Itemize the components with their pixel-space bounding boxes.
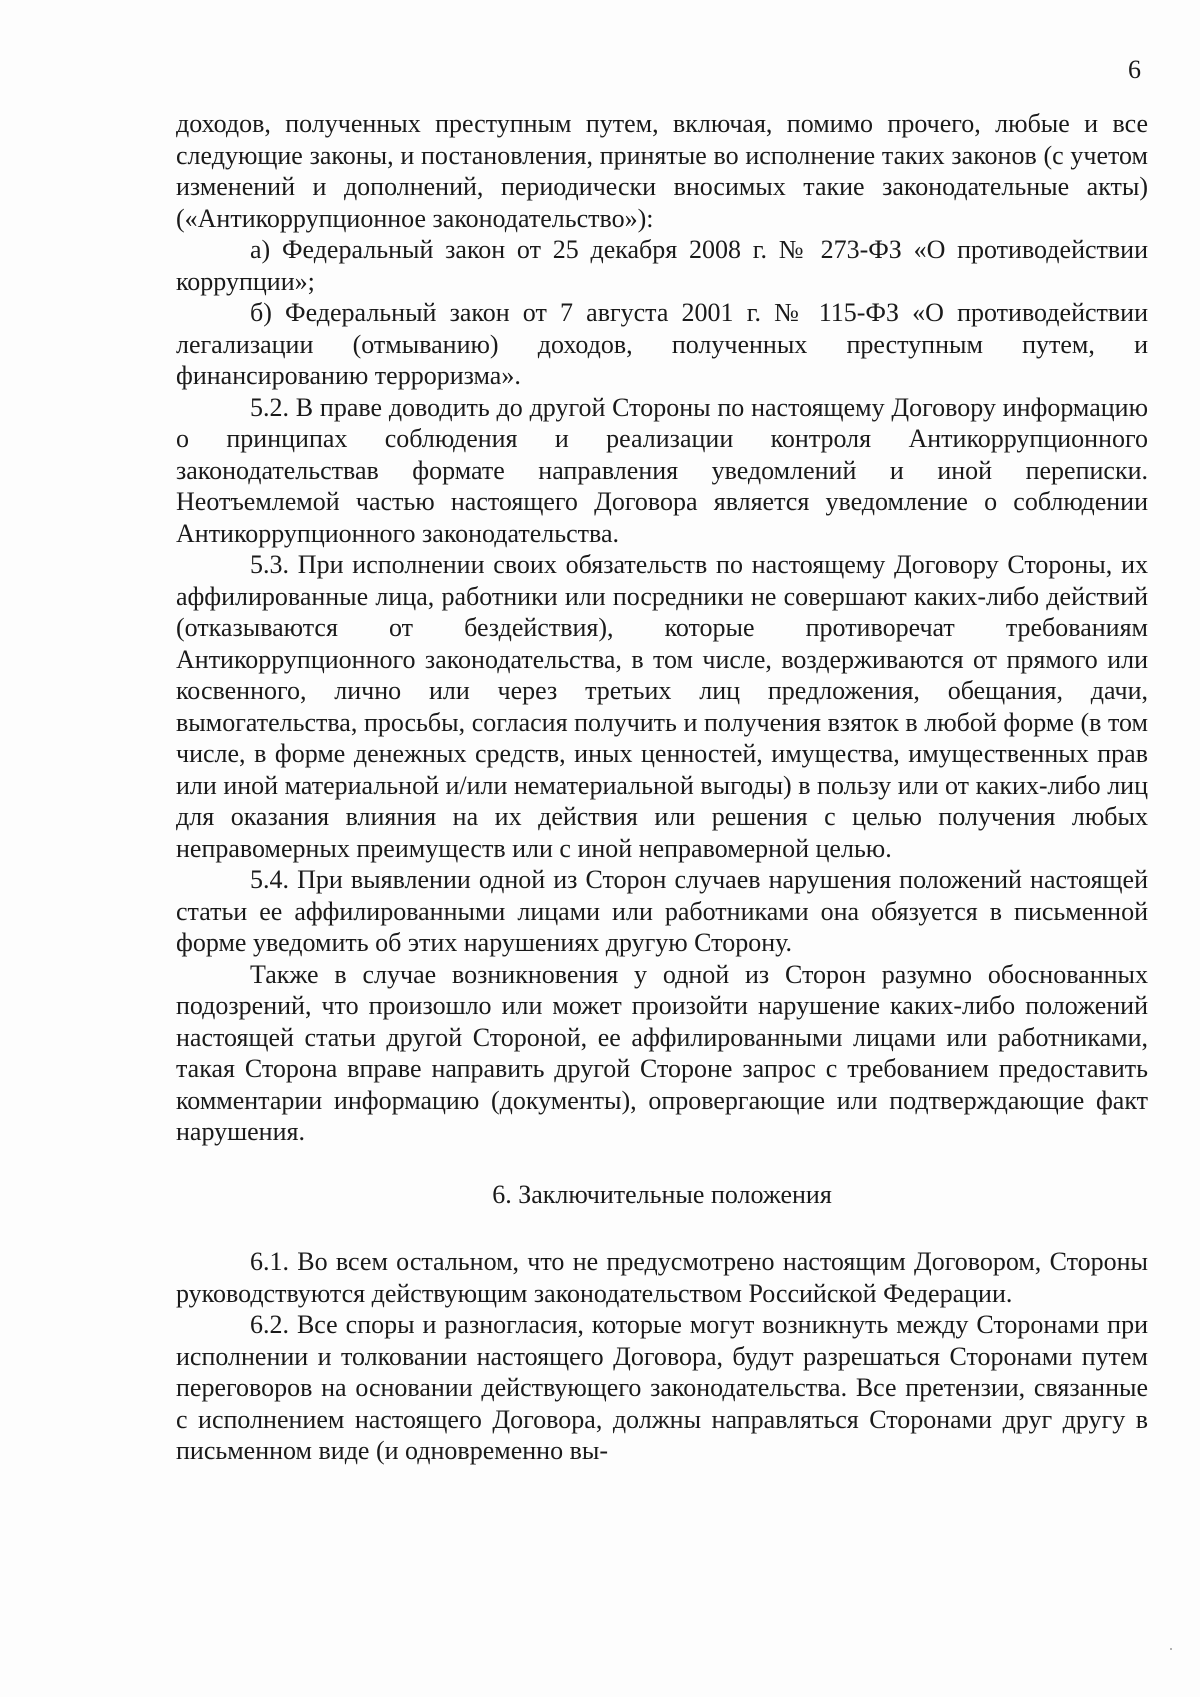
page-number: 6 [1128,55,1141,84]
scan-speck [1170,1648,1172,1650]
spacer [176,1148,1148,1179]
paragraph-law-b: б) Федеральный закон от 7 августа 2001 г. № 115-ФЗ «О противодействии легализации (отмыванию) доходов, полученных преступным путем, и финансированию терроризма». [176,298,1148,390]
spacer [176,1210,1148,1246]
paragraph-6-1: 6.1. Во всем остальном, что не предусмотрено настоящим Договором, Стороны руководствуются действующим законодательством Российской Федерации. [176,1247,1148,1308]
paragraph-6-2: 6.2. Все споры и разногласия, которые могут возникнуть между Сторонами при исполнении и толковании настоящего Договора, будут разрешаться Сторонами путем переговоров на основании действующего законодательства. Все претензии, связанные с исполнением настоящего Договора, должны направляться Сторонами друг другу в письменном виде (и одновременно вы- [176,1310,1148,1465]
paragraph-suspicion: Также в случае возникновения у одной из Сторон разумно обоснованных подозрений, что произошло или может произойти нарушение каких-либо положений настоящей статьи другой Стороной, ее аффилированными лицами или работниками, такая Сторона вправе направить другой Стороне запрос с требованием предоставить комментарии информацию (документы), опровергающие или подтверждающие факт нарушения. [176,959,1148,1146]
paragraph-5-3: 5.3. При исполнении своих обязательств по настоящему Договору Стороны, их аффилированные лица, работники или посредники не совершают каких-либо действий (отказываются от бездействия), которые противоречат требованиям Антикоррупционного законодательства, в том числе, воздерживаются от прямого или косвенного, лично или через третьих лиц предложения, обещания, дачи, вымогательства, просьбы, согласия получить и получения взяток в любой форме (в том числе, в форме денежных средств, иных ценностей, имущества, имущественных прав или иной материальной и/или нематериальной выгоды) в пользу или от каких-либо лиц для оказания влияния на их действия или решения с целью получения любых неправомерных преимуществ или с иной неправомерной целью. [176,550,1148,863]
document-body [176,108,1148,1467]
section-heading-6: 6. Заключительные положения [492,1179,832,1209]
paragraph-law-a: а) Федеральный закон от 25 декабря 2008 г. № 273-ФЗ «О противодействии коррупции»; [176,235,1148,296]
paragraph-5-2: 5.2. В праве доводить до другой Стороны по настоящему Договору информацию о принципах соблюдения и реализации контроля Антикоррупционного законодательствав формате направления уведомлений и иной переписки. Неотъемлемой частью настоящего Договора является уведомление о соблюдении Антикоррупционного законодательства. [176,392,1148,548]
paragraph-5-4: 5.4. При выявлении одной из Сторон случаев нарушения положений настоящей статьи ее аффилированными лицами или работниками она обязуется в письменной форме уведомить об этих нарушениях другую Сторону. [176,865,1148,957]
paragraph-continuation: доходов, полученных преступным путем, включая, помимо прочего, любые и все следующие законы, и постановления, принятые во исполнение таких законов (с учетом изменений и дополнений, периодически вносимых такие законодательные акты) («Антикоррупционное законодательство»): [176,109,1148,233]
